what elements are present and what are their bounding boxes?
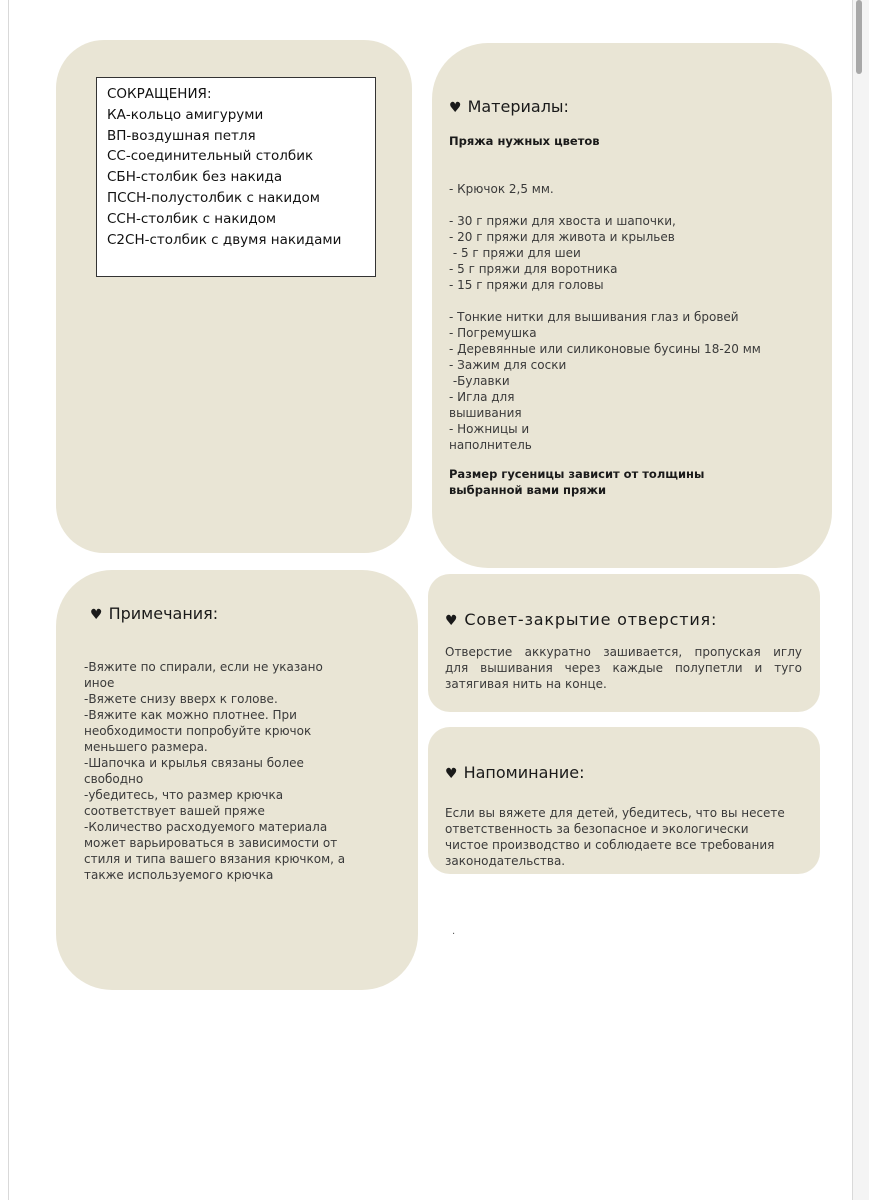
heart-icon: ♥: [90, 607, 103, 623]
tip-heading-text: Совет-закрытие отверстия:: [464, 610, 718, 629]
yarn-item: - 5 г пряжи для шеи: [449, 246, 581, 260]
abbreviations-card: [56, 40, 412, 553]
note-line: меньшего размера.: [84, 740, 208, 754]
tool-item: наполнитель: [449, 438, 532, 452]
reminder-text: [445, 805, 785, 869]
abbreviation-item: ВП-воздушная петля: [107, 127, 256, 144]
reminder-heading: [445, 763, 584, 782]
tip-text: [445, 644, 802, 692]
notes-heading-text: Примечания:: [108, 604, 219, 623]
materials-heading: [449, 97, 569, 116]
notes-heading: [90, 604, 218, 623]
tool-item: - Игла для: [449, 390, 515, 404]
page-edge-left: [8, 0, 9, 1200]
note-line: может варьироваться в зависимости от: [84, 836, 338, 850]
abbreviation-item: СБН-столбик без накида: [107, 169, 283, 186]
note-line: -Количество расходуемого материала: [84, 820, 328, 834]
tool-item: - Ножницы и: [449, 422, 530, 436]
tool-item: - Погремушка: [449, 326, 537, 340]
reminder-line: законодательства.: [445, 854, 566, 868]
tip-line: затягивая нить на конце.: [445, 677, 607, 691]
note-line: -Вяжите по спирали, если не указано: [84, 660, 323, 674]
reminder-heading-text: Напоминание:: [463, 763, 585, 782]
note-line: иное: [84, 676, 115, 690]
yarn-item: - 20 г пряжи для живота и крыльев: [449, 230, 675, 244]
materials-list: [449, 181, 761, 453]
tip-card: [428, 574, 820, 712]
notes-card: [56, 570, 418, 990]
heart-icon: ♥: [445, 766, 458, 782]
reminder-card: [428, 727, 820, 874]
tool-item: - Зажим для соски: [449, 358, 567, 372]
tool-item: - Тонкие нитки для вышивания глаз и бровей: [449, 310, 739, 324]
tool-item: вышивания: [449, 406, 522, 420]
note-line: свободно: [84, 772, 144, 786]
abbreviations-box: [96, 77, 376, 277]
yarn-item: - 15 г пряжи для головы: [449, 278, 604, 292]
yarn-item: - 30 г пряжи для хвоста и шапочки,: [449, 214, 676, 228]
materials-heading-text: Материалы:: [467, 97, 569, 116]
yarn-item: - 5 г пряжи для воротника: [449, 262, 618, 276]
abbreviation-item: СС-соединительный столбик: [107, 148, 314, 165]
tip-heading: [445, 610, 717, 629]
note-line: соответствует вашей пряже: [84, 804, 265, 818]
abbreviation-item: ССН-столбик с накидом: [107, 210, 277, 227]
tip-line: для вышивания через каждые полупетли и туго: [445, 661, 802, 675]
reminder-line: Если вы вяжете для детей, убедитесь, что вы несете: [445, 806, 785, 820]
yarn-note: Пряжа нужных цветов: [449, 134, 600, 148]
abbreviation-item: ПССН-полустолбик с накидом: [107, 189, 320, 206]
note-line: стиля и типа вашего вязания крючком, а: [84, 852, 346, 866]
reminder-line: ответственность за безопасное и экологически: [445, 822, 749, 836]
size-note-line: выбранной вами пряжи: [449, 483, 607, 497]
abbreviation-item: С2СН-столбик с двумя накидами: [107, 231, 342, 248]
abbreviations-title: СОКРАЩЕНИЯ:: [107, 86, 212, 102]
note-line: -Вяжете снизу вверх к голове.: [84, 692, 278, 706]
abbreviation-item: КА-кольцо амигуруми: [107, 106, 264, 123]
size-note-line: Размер гусеницы зависит от толщины: [449, 467, 705, 481]
hook-line: - Крючок 2,5 мм.: [449, 182, 554, 196]
tip-line: Отверстие аккуратно зашивается, пропуская иглу: [445, 645, 802, 659]
reminder-line: чистое производство и соблюдаете все требования: [445, 838, 775, 852]
tool-item: -Булавки: [449, 374, 510, 388]
note-line: необходимости попробуйте крючок: [84, 724, 312, 738]
size-note: [449, 466, 704, 498]
materials-card: [432, 43, 832, 568]
heart-icon: ♥: [449, 100, 462, 116]
note-line: -Вяжите как можно плотнее. При: [84, 708, 297, 722]
heart-icon: ♥: [445, 613, 459, 629]
tool-item: - Деревянные или силиконовые бусины 18-20 мм: [449, 342, 761, 356]
scrollbar-thumb[interactable]: [856, 0, 862, 74]
stray-mark: .: [452, 926, 456, 937]
notes-list: [84, 659, 345, 883]
note-line: -Шапочка и крылья связаны более: [84, 756, 304, 770]
scrollbar-track[interactable]: [853, 0, 869, 1200]
note-line: -убедитесь, что размер крючка: [84, 788, 284, 802]
note-line: также используемого крючка: [84, 868, 274, 882]
